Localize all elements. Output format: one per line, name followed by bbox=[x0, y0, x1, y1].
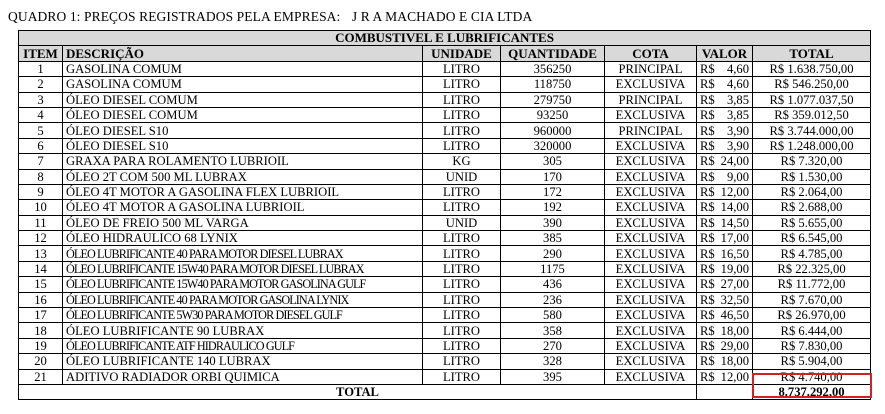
company-name: J R A MACHADO E CIA LTDA bbox=[351, 9, 533, 24]
row-valor bbox=[697, 77, 753, 92]
row-cota: EXCLUSIVA bbox=[605, 338, 697, 353]
row-cota: EXCLUSIVA bbox=[605, 77, 697, 92]
currency-symbol: R$ bbox=[700, 354, 715, 369]
row-valor bbox=[697, 184, 753, 199]
row-item: 15 bbox=[19, 277, 63, 292]
valor-amount: 14,50 bbox=[720, 215, 749, 230]
table-row bbox=[19, 246, 871, 261]
row-total: R$ 546.250,00 bbox=[753, 77, 871, 92]
row-item: 20 bbox=[19, 354, 63, 369]
row-descricao: ÓLEO 2T COM 500 ML LUBRAX bbox=[63, 169, 423, 184]
table-row bbox=[19, 292, 871, 307]
row-item: 16 bbox=[19, 292, 63, 307]
row-total: R$ 3.744.000,00 bbox=[753, 123, 871, 138]
table-row bbox=[19, 107, 871, 122]
row-total: R$ 4.740,00 bbox=[753, 369, 871, 384]
valor-amount: 14,00 bbox=[720, 200, 749, 215]
row-cota: EXCLUSIVA bbox=[605, 292, 697, 307]
currency-symbol: R$ bbox=[700, 323, 715, 338]
currency-symbol: R$ bbox=[700, 169, 715, 184]
row-item: 14 bbox=[19, 261, 63, 276]
row-total: R$ 7.830,00 bbox=[753, 338, 871, 353]
table-row bbox=[19, 215, 871, 230]
row-quantidade: 170 bbox=[501, 169, 605, 184]
currency-symbol: R$ bbox=[700, 123, 715, 138]
currency-symbol: R$ bbox=[700, 185, 715, 200]
currency-symbol: R$ bbox=[700, 339, 715, 353]
currency-symbol: R$ bbox=[700, 108, 715, 123]
row-valor bbox=[697, 308, 753, 323]
header-valor: VALOR bbox=[697, 46, 753, 61]
row-item: 17 bbox=[19, 308, 63, 323]
row-total: R$ 1.077.037,50 bbox=[753, 92, 871, 107]
row-cota: EXCLUSIVA bbox=[605, 246, 697, 261]
header-item: ITEM bbox=[19, 46, 63, 61]
valor-amount: 3,90 bbox=[726, 138, 749, 153]
row-valor bbox=[697, 138, 753, 153]
row-descricao: ADITIVO RADIADOR ORBI QUIMICA bbox=[63, 369, 423, 384]
table-row bbox=[19, 308, 871, 323]
row-cota: EXCLUSIVA bbox=[605, 354, 697, 369]
row-unidade: LITRO bbox=[423, 354, 501, 369]
row-total: R$ 4.785,00 bbox=[753, 246, 871, 261]
valor-amount: 29,00 bbox=[720, 339, 749, 353]
header-total: TOTAL bbox=[753, 46, 871, 61]
row-item: 8 bbox=[19, 169, 63, 184]
row-quantidade: 93250 bbox=[501, 107, 605, 122]
row-cota: PRINCIPAL bbox=[605, 61, 697, 76]
currency-symbol: R$ bbox=[700, 138, 715, 153]
row-quantidade: 395 bbox=[501, 369, 605, 384]
header-quantidade: QUANTIDADE bbox=[501, 46, 605, 61]
row-quantidade: 236 bbox=[501, 292, 605, 307]
row-quantidade: 960000 bbox=[501, 123, 605, 138]
valor-amount: 16,50 bbox=[720, 246, 749, 261]
row-item: 6 bbox=[19, 138, 63, 153]
row-unidade: LITRO bbox=[423, 246, 501, 261]
row-descricao: ÓLEO LUBRIFICANTE 15W40 PARA MOTOR DIESEL LUBRAX bbox=[63, 261, 423, 276]
row-valor bbox=[697, 338, 753, 353]
row-cota: EXCLUSIVA bbox=[605, 277, 697, 292]
row-valor bbox=[697, 246, 753, 261]
row-cota: EXCLUSIVA bbox=[605, 107, 697, 122]
header-cota: COTA bbox=[605, 46, 697, 61]
row-valor bbox=[697, 215, 753, 230]
row-unidade: LITRO bbox=[423, 292, 501, 307]
row-item: 21 bbox=[19, 369, 63, 384]
row-descricao: ÓLEO LUBRIFICANTE 15W40 PARA MOTOR GASOLINA GULF bbox=[63, 277, 423, 292]
caption-title: QUADRO 1: PREÇOS REGISTRADOS PELA EMPRESA: bbox=[8, 9, 341, 24]
row-descricao: ÓLEO DIESEL COMUM bbox=[63, 107, 423, 122]
total-label: TOTAL bbox=[19, 384, 697, 399]
grand-total-highlight bbox=[752, 373, 872, 398]
section-header-row bbox=[19, 31, 871, 46]
row-total: R$ 5.655,00 bbox=[753, 215, 871, 230]
row-total: R$ 1.638.750,00 bbox=[753, 61, 871, 76]
row-descricao: ÓLEO HIDRAULICO 68 LYNIX bbox=[63, 231, 423, 246]
row-total: R$ 26.970,00 bbox=[753, 308, 871, 323]
currency-symbol: R$ bbox=[700, 77, 715, 92]
row-cota: EXCLUSIVA bbox=[605, 169, 697, 184]
grand-total: 8.737.292,00 bbox=[753, 384, 871, 399]
currency-symbol: R$ bbox=[700, 231, 715, 246]
row-total: R$ 359.012,50 bbox=[753, 107, 871, 122]
valor-amount: 27,00 bbox=[720, 277, 749, 292]
row-cota: EXCLUSIVA bbox=[605, 138, 697, 153]
currency-symbol: R$ bbox=[700, 246, 715, 261]
table-row bbox=[19, 200, 871, 215]
currency-symbol: R$ bbox=[700, 61, 715, 76]
row-unidade: UNID bbox=[423, 169, 501, 184]
row-item: 12 bbox=[19, 231, 63, 246]
row-unidade: LITRO bbox=[423, 323, 501, 338]
table-row bbox=[19, 154, 871, 169]
price-table bbox=[18, 30, 871, 400]
valor-amount: 3,85 bbox=[726, 108, 749, 123]
row-valor bbox=[697, 231, 753, 246]
row-quantidade: 390 bbox=[501, 215, 605, 230]
row-quantidade: 305 bbox=[501, 154, 605, 169]
table-row bbox=[19, 354, 871, 369]
row-total: R$ 1.530,00 bbox=[753, 169, 871, 184]
row-cota: EXCLUSIVA bbox=[605, 323, 697, 338]
table-row bbox=[19, 323, 871, 338]
row-quantidade: 172 bbox=[501, 184, 605, 199]
row-quantidade: 328 bbox=[501, 354, 605, 369]
row-item: 2 bbox=[19, 77, 63, 92]
currency-symbol: R$ bbox=[700, 262, 715, 277]
row-cota: EXCLUSIVA bbox=[605, 231, 697, 246]
currency-symbol: R$ bbox=[700, 369, 715, 384]
row-item: 1 bbox=[19, 61, 63, 76]
valor-amount: 32,50 bbox=[720, 292, 749, 307]
row-total: R$ 11.772,00 bbox=[753, 277, 871, 292]
row-cota: EXCLUSIVA bbox=[605, 215, 697, 230]
currency-symbol: R$ bbox=[700, 92, 715, 107]
valor-amount: 12,00 bbox=[720, 185, 749, 200]
currency-symbol: R$ bbox=[700, 154, 715, 169]
table-row bbox=[19, 123, 871, 138]
valor-amount: 4,60 bbox=[726, 61, 749, 76]
row-quantidade: 279750 bbox=[501, 92, 605, 107]
row-total: R$ 6.545,00 bbox=[753, 231, 871, 246]
row-unidade: LITRO bbox=[423, 184, 501, 199]
valor-amount: 46,50 bbox=[720, 308, 749, 323]
row-unidade: LITRO bbox=[423, 308, 501, 323]
row-valor bbox=[697, 354, 753, 369]
row-quantidade: 385 bbox=[501, 231, 605, 246]
currency-symbol: R$ bbox=[700, 215, 715, 230]
row-valor bbox=[697, 369, 753, 384]
row-descricao: ÓLEO LUBRIFICANTE 40 PARA MOTOR GASOLINA LYNIX bbox=[63, 292, 423, 307]
total-spacer bbox=[697, 384, 753, 399]
valor-amount: 18,00 bbox=[720, 354, 749, 369]
row-item: 7 bbox=[19, 154, 63, 169]
currency-symbol: R$ bbox=[700, 292, 715, 307]
row-item: 5 bbox=[19, 123, 63, 138]
row-unidade: KG bbox=[423, 154, 501, 169]
row-descricao: ÓLEO LUBRIFICANTE 5W30 PARA MOTOR DIESEL GULF bbox=[63, 308, 423, 323]
row-item: 9 bbox=[19, 184, 63, 199]
row-quantidade: 192 bbox=[501, 200, 605, 215]
row-descricao: ÓLEO LUBRIFICANTE ATF HIDRAULICO GULF bbox=[63, 338, 423, 353]
row-descricao: ÓLEO LUBRIFICANTE 140 LUBRAX bbox=[63, 354, 423, 369]
row-unidade: LITRO bbox=[423, 77, 501, 92]
row-total: R$ 2.688,00 bbox=[753, 200, 871, 215]
row-item: 4 bbox=[19, 107, 63, 122]
row-descricao: GASOLINA COMUM bbox=[63, 61, 423, 76]
row-descricao: ÓLEO DIESEL S10 bbox=[63, 123, 423, 138]
row-item: 3 bbox=[19, 92, 63, 107]
valor-amount: 4,60 bbox=[726, 77, 749, 92]
row-total: R$ 5.904,00 bbox=[753, 354, 871, 369]
table-row bbox=[19, 277, 871, 292]
valor-amount: 9,00 bbox=[726, 169, 749, 184]
row-unidade: LITRO bbox=[423, 123, 501, 138]
row-quantidade: 1175 bbox=[501, 261, 605, 276]
valor-amount: 19,00 bbox=[720, 262, 749, 277]
row-unidade: LITRO bbox=[423, 61, 501, 76]
row-valor bbox=[697, 277, 753, 292]
row-valor bbox=[697, 261, 753, 276]
column-header-row bbox=[19, 46, 871, 61]
row-valor bbox=[697, 200, 753, 215]
row-cota: EXCLUSIVA bbox=[605, 154, 697, 169]
row-valor bbox=[697, 323, 753, 338]
row-valor bbox=[697, 107, 753, 122]
table-row bbox=[19, 261, 871, 276]
valor-amount: 3,85 bbox=[726, 92, 749, 107]
row-quantidade: 118750 bbox=[501, 77, 605, 92]
row-total: R$ 2.064,00 bbox=[753, 184, 871, 199]
row-cota: PRINCIPAL bbox=[605, 92, 697, 107]
table-row bbox=[19, 138, 871, 153]
row-item: 19 bbox=[19, 338, 63, 353]
row-valor bbox=[697, 154, 753, 169]
row-cota: EXCLUSIVA bbox=[605, 184, 697, 199]
valor-amount: 24,00 bbox=[720, 154, 749, 169]
valor-amount: 17,00 bbox=[720, 231, 749, 246]
valor-amount: 12,00 bbox=[720, 369, 749, 384]
row-valor bbox=[697, 61, 753, 76]
row-quantidade: 290 bbox=[501, 246, 605, 261]
row-cota: EXCLUSIVA bbox=[605, 200, 697, 215]
currency-symbol: R$ bbox=[700, 308, 715, 323]
row-cota: PRINCIPAL bbox=[605, 123, 697, 138]
row-total: R$ 7.320,00 bbox=[753, 154, 871, 169]
table-row bbox=[19, 61, 871, 76]
table-row bbox=[19, 77, 871, 92]
row-descricao: GASOLINA COMUM bbox=[63, 77, 423, 92]
row-item: 11 bbox=[19, 215, 63, 230]
row-unidade: UNID bbox=[423, 215, 501, 230]
table-row bbox=[19, 338, 871, 353]
row-unidade: LITRO bbox=[423, 107, 501, 122]
row-quantidade: 270 bbox=[501, 338, 605, 353]
table-body bbox=[19, 61, 871, 384]
header-unidade: UNIDADE bbox=[423, 46, 501, 61]
table-row bbox=[19, 369, 871, 384]
table-row bbox=[19, 184, 871, 199]
row-unidade: LITRO bbox=[423, 369, 501, 384]
table-caption bbox=[8, 9, 532, 25]
row-quantidade: 358 bbox=[501, 323, 605, 338]
row-descricao: GRAXA PARA ROLAMENTO LUBRIOIL bbox=[63, 154, 423, 169]
row-unidade: LITRO bbox=[423, 261, 501, 276]
row-descricao: ÓLEO LUBRIFICANTE 90 LUBRAX bbox=[63, 323, 423, 338]
valor-amount: 18,00 bbox=[720, 323, 749, 338]
row-descricao: ÓLEO DIESEL S10 bbox=[63, 138, 423, 153]
row-descricao: ÓLEO DIESEL COMUM bbox=[63, 92, 423, 107]
row-total: R$ 1.248.000,00 bbox=[753, 138, 871, 153]
table-row bbox=[19, 92, 871, 107]
table-row bbox=[19, 231, 871, 246]
row-valor bbox=[697, 123, 753, 138]
row-descricao: ÓLEO 4T MOTOR A GASOLINA LUBRIOIL bbox=[63, 200, 423, 215]
row-cota: EXCLUSIVA bbox=[605, 261, 697, 276]
row-valor bbox=[697, 92, 753, 107]
row-valor bbox=[697, 169, 753, 184]
row-item: 13 bbox=[19, 246, 63, 261]
row-unidade: LITRO bbox=[423, 138, 501, 153]
row-unidade: LITRO bbox=[423, 92, 501, 107]
row-valor bbox=[697, 292, 753, 307]
row-quantidade: 436 bbox=[501, 277, 605, 292]
row-item: 10 bbox=[19, 200, 63, 215]
row-unidade: LITRO bbox=[423, 277, 501, 292]
currency-symbol: R$ bbox=[700, 200, 715, 215]
row-cota: EXCLUSIVA bbox=[605, 308, 697, 323]
row-cota: EXCLUSIVA bbox=[605, 369, 697, 384]
row-descricao: ÓLEO 4T MOTOR A GASOLINA FLEX LUBRIOIL bbox=[63, 184, 423, 199]
row-unidade: LITRO bbox=[423, 338, 501, 353]
section-title: COMBUSTIVEL E LUBRIFICANTES bbox=[19, 31, 871, 46]
row-total: R$ 7.670,00 bbox=[753, 292, 871, 307]
row-descricao: ÓLEO LUBRIFICANTE 40 PARA MOTOR DIESEL LUBRAX bbox=[63, 246, 423, 261]
row-quantidade: 320000 bbox=[501, 138, 605, 153]
row-quantidade: 580 bbox=[501, 308, 605, 323]
row-descricao: ÓLEO DE FREIO 500 ML VARGA bbox=[63, 215, 423, 230]
row-unidade: LITRO bbox=[423, 200, 501, 215]
row-unidade: LITRO bbox=[423, 231, 501, 246]
header-descricao: DESCRIÇÃO bbox=[63, 46, 423, 61]
table-row bbox=[19, 169, 871, 184]
row-quantidade: 356250 bbox=[501, 61, 605, 76]
row-total: R$ 6.444,00 bbox=[753, 323, 871, 338]
valor-amount: 3,90 bbox=[726, 123, 749, 138]
row-item: 18 bbox=[19, 323, 63, 338]
currency-symbol: R$ bbox=[700, 277, 715, 292]
total-row bbox=[19, 384, 871, 399]
row-total: R$ 22.325,00 bbox=[753, 261, 871, 276]
